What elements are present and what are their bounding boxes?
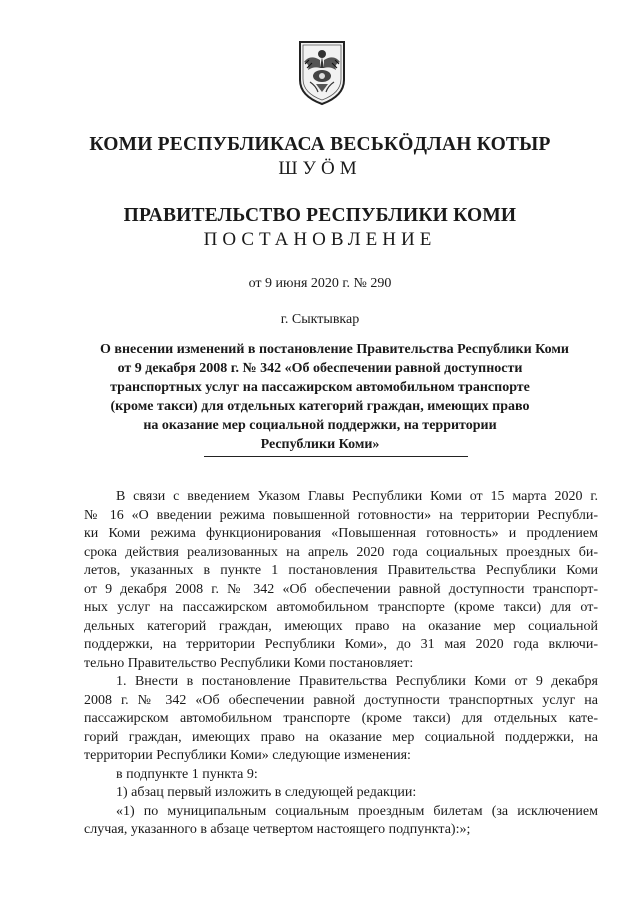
body-line: в подпункте 1 пункта 9:	[116, 766, 258, 782]
city: г. Сыктывкар	[280, 312, 360, 327]
body-line: случая, указанного в абзаце четвертом настоящего подпункта):»;	[84, 822, 471, 837]
header-ru-title: ПРАВИТЕЛЬСТВО РЕСПУБЛИКИ КОМИ	[123, 205, 517, 226]
header-ru-subtitle: ПОСТАНОВЛЕНИЕ	[203, 229, 437, 250]
body-line: 1. Внести в постановление Правительства Республики Коми от 9 декабря	[116, 674, 598, 689]
komi-coat-of-arms-icon	[296, 38, 348, 106]
title-line: Республики Коми»	[260, 437, 380, 452]
header-komi-subtitle: ШУӦМ	[278, 158, 362, 179]
body-line: от 9 декабря 2008 г. № 342 «Об обеспечении равной доступности транспорт-	[84, 581, 598, 597]
body-line: срока действия реализованных на апрель 2020 года социальных проездных би-	[84, 544, 598, 560]
title-line: на оказание мер социальной поддержки, на территории	[143, 418, 497, 433]
title-line: транспортных услуг на пассажирском автомобильном транспорте	[110, 380, 530, 395]
title-line: О внесении изменений в постановление Правительства Республики Коми	[100, 342, 569, 357]
header-komi-title: КОМИ РЕСПУБЛИКАСА ВЕСЬКӦДЛАН КОТЫР	[89, 134, 551, 155]
body-line: ных услуг на пассажирском автомобильном транспорте (кроме такси) для от-	[84, 600, 598, 615]
date-number: от 9 июня 2020 г. № 290	[248, 276, 392, 291]
body-line: ки Коми режима функционирования «Повышенная готовность» и продлением	[84, 526, 598, 541]
title-line: (кроме такси) для отдельных категорий граждан, имеющих право	[110, 399, 530, 414]
body-line: территории Республики Коми» следующие изменения:	[84, 748, 411, 763]
document-title	[100, 340, 569, 454]
body-line: пассажирском автомобильном транспорте (кроме такси) для отдельных кате-	[84, 711, 598, 726]
body-line: тельно Правительство Республики Коми постановляет:	[84, 655, 414, 671]
body-line: 2008 г. № 342 «Об обеспечении равной доступности транспортных услуг на	[84, 692, 598, 708]
body-line: № 16 «О введении режима повышенной готовности» на территории Республи-	[84, 507, 598, 523]
body-line: дельных категорий граждан, имеющих право на оказание мер социальной	[84, 618, 598, 634]
body-line: «1) по муниципальным социальным проездным билетам (за исключением	[116, 803, 598, 819]
document-body	[84, 488, 598, 840]
emblem	[296, 38, 348, 106]
body-line: В связи с введением Указом Главы Республики Коми от 15 марта 2020 г.	[116, 489, 598, 504]
body-line: летов, указанных в пункте 1 постановления Правительства Республики Коми	[84, 563, 598, 578]
body-line: 1) абзац первый изложить в следующей редакции:	[116, 785, 417, 800]
title-divider	[204, 456, 468, 457]
body-line: поддержки, на территории Республики Коми», до 31 мая 2020 года включи-	[84, 637, 598, 652]
body-line: горий граждан, имеющих право на оказание мер социальной поддержки, на	[84, 729, 598, 745]
title-line: от 9 декабря 2008 г. № 342 «Об обеспечении равной доступности	[117, 361, 523, 376]
